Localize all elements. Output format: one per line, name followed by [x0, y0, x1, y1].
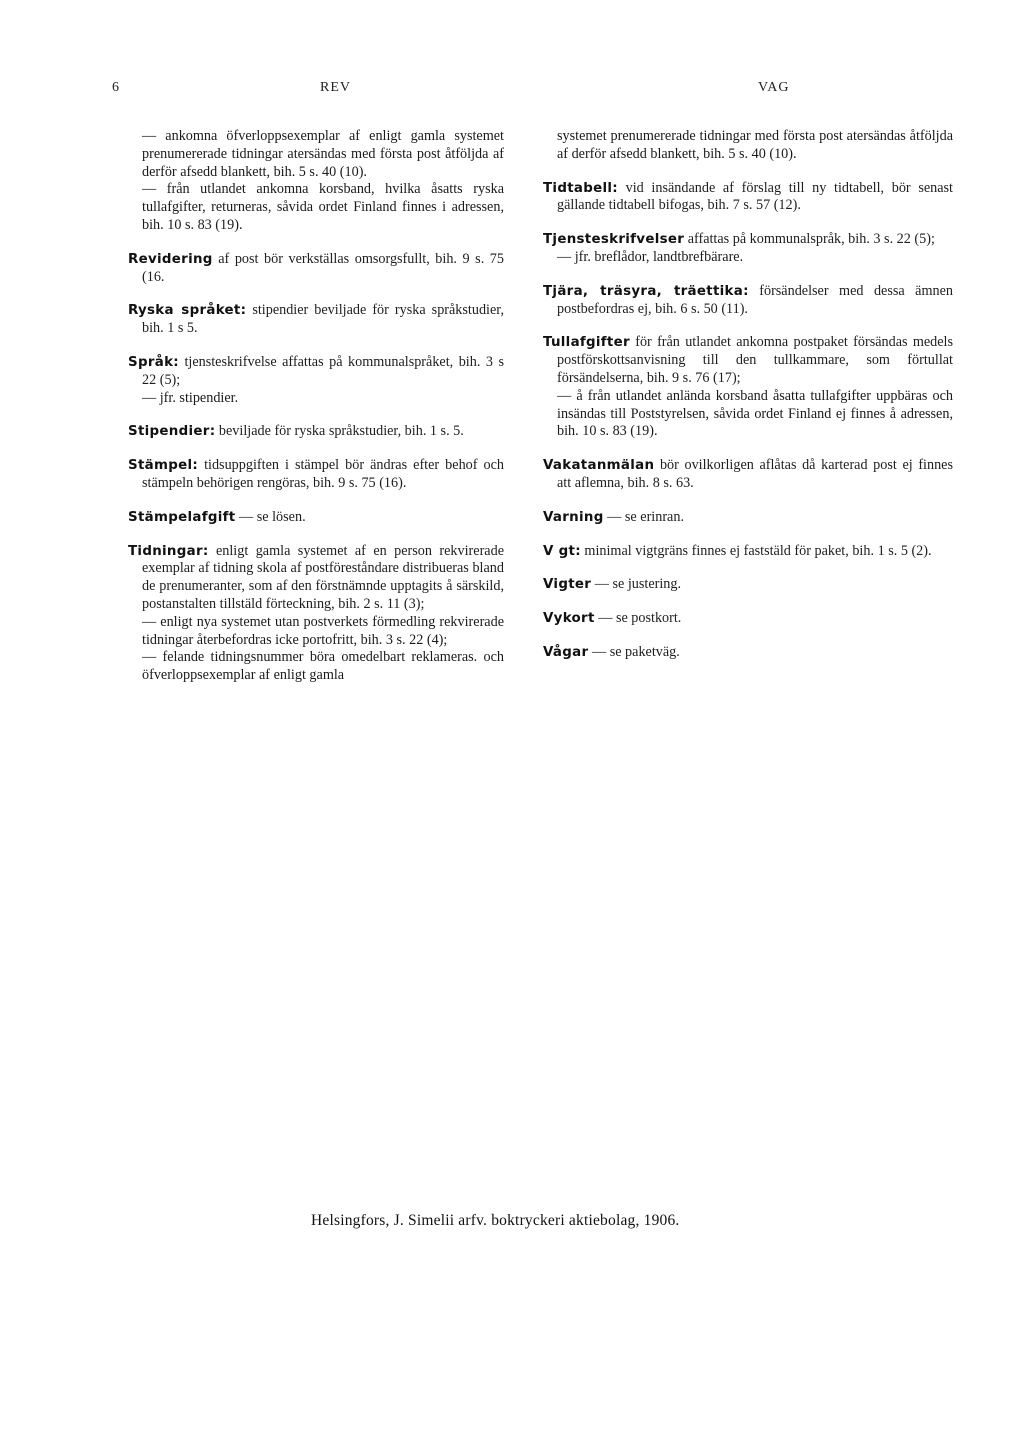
left-column	[128, 128, 504, 685]
entry-heading: Stipendier:	[128, 424, 216, 440]
entry-text: — se lösen.	[235, 508, 306, 525]
index-entry-tullafgifter	[543, 334, 953, 387]
right-column	[543, 128, 953, 678]
index-entry-tidtabell	[543, 180, 953, 216]
index-entry-vagar	[543, 644, 953, 662]
entry-heading: Vigter	[543, 577, 592, 593]
entry-text: beviljade för ryska språkstudier, bih. 1 s. 5.	[215, 423, 464, 440]
entry-heading: Vakatanmälan	[543, 458, 655, 474]
entry-text: vid insändande af förslag till ny tidtabell, bör senast gällande tidtabell bifogas, bih. 7 s. 57 (12).	[557, 179, 953, 214]
index-entry-vigt	[543, 543, 953, 561]
index-entry-stampelafgift	[128, 509, 504, 527]
entry-text: bör ovilkorligen aflåtas då karterad post ej finnes att aflemna, bih. 8 s. 63.	[557, 457, 953, 491]
index-entry-ryska-spraket	[128, 302, 504, 338]
entry-text: — se paketväg.	[588, 643, 680, 660]
entry-heading: Tidningar:	[128, 543, 209, 559]
entry-heading: V gt:	[543, 543, 581, 559]
entry-heading: Stämpel:	[128, 458, 199, 474]
entry-text: stipendier beviljade för ryska språkstudier, bih. 1 s 5.	[142, 302, 504, 337]
sub-entry: — enligt nya systemet utan postverkets förmedling rekvirerade tidningar återbefordras icke portofritt, bih. 3 s. 22 (4);	[142, 613, 504, 648]
index-entry-revidering	[128, 251, 504, 287]
index-entry-varning	[543, 509, 953, 527]
entry-heading: Revidering	[128, 251, 213, 267]
entry-text: minimal vigtgräns finnes ej faststäld för paket, bih. 1 s. 5 (2).	[580, 542, 932, 559]
entry-heading: Tidtabell:	[543, 180, 618, 196]
index-entry-vigter	[543, 576, 953, 594]
index-entry-vakatanmalan	[543, 457, 953, 493]
entry-heading: Språk:	[128, 354, 179, 370]
entry-heading: Stämpelafgift	[128, 509, 236, 525]
entry-heading: Vågar	[543, 644, 589, 660]
continued-entry: systemet prenumererade tidningar med första post atersändas åtföljda af derför afsedd blankett, bih. 5 s. 40 (10).	[557, 128, 953, 162]
sub-entry: — felande tidningsnummer böra omedelbart reklameras. och öfverloppsexemplar af enligt gamla	[142, 649, 504, 684]
index-entry-stampel	[128, 457, 504, 493]
cross-reference: — jfr. breflådor, landtbrefbärare.	[557, 248, 744, 265]
entry-heading: Ryska språket:	[128, 303, 247, 319]
running-head-right: VAG	[758, 80, 790, 95]
cross-reference: — jfr. stipendier.	[142, 389, 239, 406]
index-entry-vykort	[543, 610, 953, 628]
entry-text: af post bör verkställas omsorgsfullt, bih. 9 s. 75 (16.	[142, 250, 504, 285]
entry-heading: Varning	[543, 509, 604, 525]
entry-text: — se justering.	[591, 576, 682, 593]
entry-text: affattas på kommunalspråk, bih. 3 s. 22 (5);	[684, 231, 935, 248]
entry-heading: Tjära, träsyra, träettika:	[543, 283, 749, 299]
continued-entry: — ankomna öfverloppsexemplar af enligt gamla systemet prenumererade tidningar atersändas med första post åtföljda af derför afsedd blankett, bih. 5 s. 40 (10).	[142, 128, 504, 180]
entry-text: — se erinran.	[603, 508, 684, 525]
index-entry-sprak	[128, 354, 504, 390]
entry-heading: Tullafgifter	[543, 335, 630, 351]
sub-entry: — å från utlandet anlända korsband åsatta tullafgifter uppbäras och insändas till Poststyrelsen, såvida ordet Finland ej finnes å adressen, bih. 10 s. 83 (19).	[557, 387, 953, 440]
index-entry-stipendier	[128, 423, 504, 441]
entry-heading: Tjensteskrifvelser	[543, 232, 685, 248]
entry-text: tidsuppgiften i stämpel bör ändras efter behof och stämpeln behörigen rengöras, bih. 9 s. 75 (16).	[142, 457, 504, 491]
page-number: 6	[112, 80, 120, 95]
entry-text: försändelser med dessa ämnen postbefordras ej, bih. 6 s. 50 (11).	[557, 282, 953, 317]
entry-text: för från utlandet ankomna postpaket försändas medels postförskottsanvisning till den tullkammare, som förtullat försändelserna, bih. 9 s. 76 (17);	[557, 334, 953, 386]
entry-text: tjensteskrifvelse affattas på kommunalspråket, bih. 3 s 22 (5);	[142, 353, 504, 388]
entry-text: — se postkort.	[594, 610, 682, 627]
entry-text: enligt gamla systemet af en person rekvirerade exemplar af tidning skola af postföreståndare distribueras bland de prenumeranter, som af den förstnämnde upptagits å särskild, postanstalten tillstäld förteckning, bih. 2 s. 11 (3);	[142, 542, 504, 612]
index-entry-tjensteskrifvelser	[543, 231, 953, 249]
index-entry-tjara	[543, 283, 953, 319]
entry-heading: Vykort	[543, 611, 595, 627]
running-head-left: REV	[320, 80, 351, 95]
printer-imprint: Helsingfors, J. Simelii arfv. boktryckeri aktiebolag, 1906.	[311, 1212, 680, 1229]
continued-entry: — från utlandet ankomna korsband, hvilka åsatts ryska tullafgifter, returneras, såvida ordet Finland finnes i adressen, bih. 10 s. 83 (19).	[142, 181, 504, 233]
index-entry-tidningar	[128, 543, 504, 614]
